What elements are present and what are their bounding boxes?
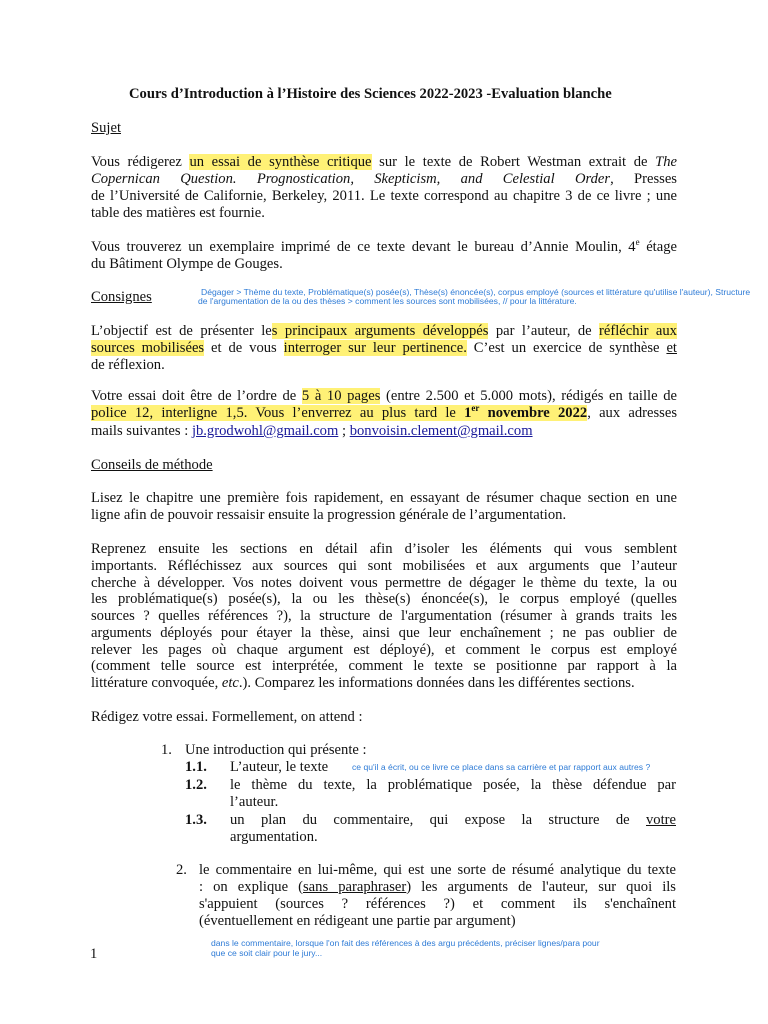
sublist-item-1-3-line1	[230, 812, 676, 829]
comment-note-consignes-line2: de l'argumentation de la ou des thèses > comment les sources sont mobilisées, // pour la littérature.	[198, 296, 577, 306]
sujet-heading: Sujet	[91, 120, 121, 136]
p3-line1	[91, 323, 677, 340]
list-2-b: ) les arguments de l'auteur, sur quoi ils	[406, 879, 676, 895]
p4-highlight-police	[91, 405, 587, 421]
sublist-item-1-2-line2: l’auteur.	[230, 794, 279, 810]
p1-line1	[91, 154, 677, 171]
email-link-bonvoisin[interactable]: bonvoisin.clement@gmail.com	[349, 423, 533, 439]
p6-line8: (comment telle source est interprétée, comment le texte se positionne par rapport à la	[91, 658, 677, 674]
comment-note-bottom-line2: que ce soit clair pour le jury...	[211, 948, 323, 958]
comment-note-bottom-line1: dans le commentaire, lorsque l'on fait des références à des argu précédents, préciser lignes/para pour	[211, 938, 600, 948]
p3-line2	[91, 340, 677, 357]
p4-c: , aux adresses	[587, 405, 678, 421]
sublist-number-1-3: 1.3.	[185, 812, 207, 828]
p1-book-title-start: The	[655, 154, 677, 170]
p3-b: par l’auteur, de	[488, 323, 600, 339]
p2-line1	[91, 239, 677, 256]
p2-b: étage	[639, 239, 677, 255]
sublist-item-1-1: L’auteur, le texte	[230, 759, 329, 775]
list-2-sans-paraphraser: sans paraphraser	[303, 879, 407, 895]
p3-line3: de réflexion.	[91, 357, 165, 373]
p4-highlight-pages: 5 à 10 pages	[301, 388, 381, 404]
p4-sep: ;	[338, 423, 350, 439]
p6-etc: etc	[221, 675, 239, 691]
comment-note-consignes-line1: Dégager > Thème du texte, Problématique(s) posée(s), Thèse(s) énoncée(s), corpus employé (sources et littérature qu'utilise l'auteur), Structure	[201, 287, 751, 297]
list-item-2-line3: s'appuient (sources ? références ?) et comment ils s'enchaînent	[199, 896, 676, 912]
p4-date-num: 1	[464, 405, 472, 421]
p2-a: Vous trouverez un exemplaire imprimé de ce texte devant le bureau d’Annie Moulin, 4	[91, 239, 636, 255]
p3-highlight-3: sources mobilisées	[91, 340, 205, 356]
p5-line1: Lisez le chapitre une première fois rapidement, en essayant de résumer chaque section en une	[91, 490, 677, 506]
p3-d: C’est un exercice de synthèse	[466, 340, 667, 356]
p7-line: Rédigez votre essai. Formellement, on attend :	[91, 709, 363, 725]
p6-line9	[91, 675, 635, 692]
sublist-item-1-2-line1: le thème du texte, la problématique posée, la thèse défendue par	[230, 777, 676, 793]
p3-highlight-2: réfléchir aux	[599, 323, 677, 339]
email-link-grodwohl[interactable]: jb.grodwohl@gmail.com	[191, 423, 339, 439]
p6-line4: les problématique(s) posée(s), la ou les thèse(s) énoncée(s), le corpus employé (quelles	[91, 591, 677, 607]
list-item-2-line4: (éventuellement en rédigeant une partie par argument)	[199, 913, 516, 929]
p6-line6: arguments déployés pour étayer la thèse, ainsi que leur enchaînement ; ne pas oublier de	[91, 625, 677, 641]
p4-b: (entre 2.500 et 5.000 mots), rédigés en taille de	[380, 388, 677, 404]
p1-c: , Presses	[610, 171, 677, 187]
list-number-1: 1.	[161, 742, 172, 758]
p6-line1: Reprenez ensuite les sections en détail afin d’isoler les éléments qui vous semblent	[91, 541, 677, 557]
p2-sup: e	[635, 237, 640, 248]
comment-note-auteur: ce qu'il a écrit, ou ce livre ce place dans sa carrière et par rapport aux autres ?	[352, 762, 651, 772]
page-number: 1	[90, 946, 98, 962]
list-2-a: : on explique (	[199, 879, 303, 895]
p1-a: Vous rédigerez	[91, 154, 190, 170]
sublist-number-1-1: 1.1.	[185, 759, 207, 775]
p3-et: et	[666, 340, 677, 356]
p5-line2: ligne afin de pouvoir ressaisir ensuite la progression générale de l’argumentation.	[91, 507, 567, 523]
p1-line3: de l’Université de Californie, Berkeley, 2011. Le texte correspond au chapitre 3 de ce livre ; une	[91, 188, 677, 204]
p6-l9b: .). Comparez les informations données dans les différentes sections.	[238, 675, 635, 691]
sublist-number-1-2: 1.2.	[185, 777, 207, 793]
sublist-1-3-votre: votre	[646, 812, 676, 828]
list-number-2: 2.	[176, 862, 187, 878]
p1-highlight: un essai de synthèse critique	[189, 154, 372, 170]
consignes-heading: Consignes	[91, 289, 152, 305]
p4-d: mails suivantes :	[91, 423, 192, 439]
p1-line4: table des matières est fournie.	[91, 205, 265, 221]
p1-book-title: Copernican Question. Prognostication, Skepticism, and Celestial Order	[91, 171, 611, 187]
p4-date-rest: novembre 2022	[479, 405, 588, 421]
p6-line2: importants. Réfléchissez aux sources qui sont mobilisées et aux arguments que l’auteur	[91, 558, 677, 574]
p4-line2	[91, 405, 677, 422]
p4-line3	[91, 423, 533, 440]
sublist-item-1-3-line2: argumentation.	[230, 829, 318, 845]
p3-c: et de vous	[204, 340, 284, 356]
p2-line2: du Bâtiment Olympe de Gouges.	[91, 256, 283, 272]
list-item-1: Une introduction qui présente :	[185, 742, 367, 758]
p4-line1	[91, 388, 677, 405]
p4-hl2: police 12, interligne 1,5. Vous l’enverrez au plus tard le	[91, 405, 465, 421]
p1-line2	[91, 171, 677, 188]
p3-highlight-4: interroger sur leur pertinence.	[283, 340, 467, 356]
p1-b: sur le texte de Robert Westman extrait de	[371, 154, 656, 170]
p6-l9a: littérature convoquée,	[91, 675, 222, 691]
list-item-2-line2	[199, 879, 676, 896]
p3-highlight-1: s principaux arguments développés	[271, 323, 489, 339]
p4-date-sup: er	[471, 403, 480, 414]
sublist-1-3-a: un plan du commentaire, qui expose la structure de	[230, 812, 646, 828]
p3-a: L’objectif est de présenter le	[91, 323, 272, 339]
p6-line7: relever les pages où chaque argument est déployé), et comment le corpus est employé	[91, 642, 677, 658]
p4-a: Votre essai doit être de l’ordre de	[91, 388, 302, 404]
conseils-heading: Conseils de méthode	[91, 457, 213, 473]
p6-line3: cherche à développer. Vos notes doivent vous permettre de dégager le thème du texte, la ou	[91, 575, 677, 591]
list-item-2-line1: le commentaire en lui-même, qui est une sorte de résumé analytique du texte	[199, 862, 676, 878]
p6-line5: sources ? quelles références ?), la structure de l'argumentation (résumer à grands traits les	[91, 608, 677, 624]
page-title: Cours d’Introduction à l’Histoire des Sciences 2022-2023 -Evaluation blanche	[129, 86, 612, 102]
